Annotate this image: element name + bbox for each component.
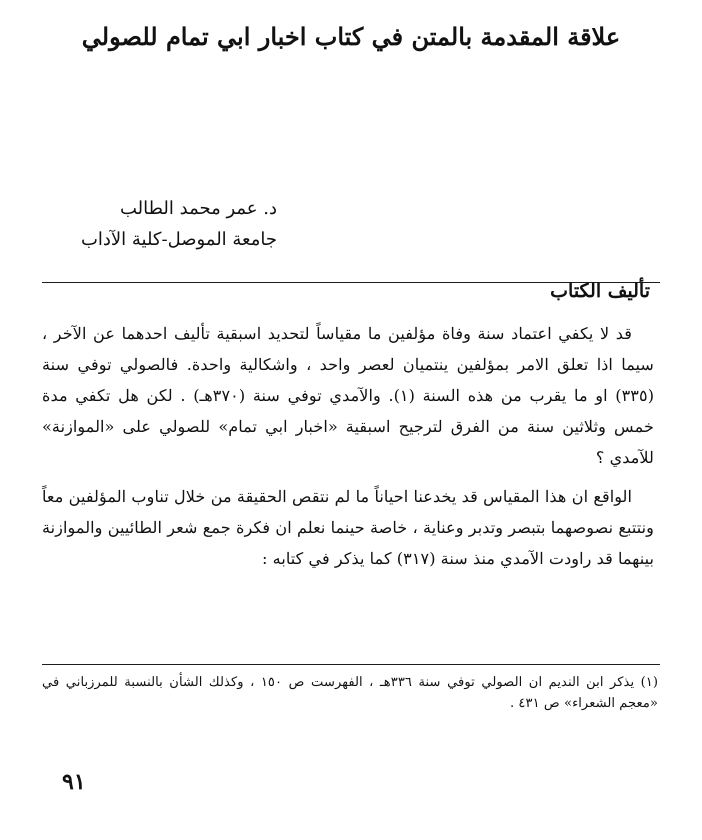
footnote-divider — [42, 664, 660, 665]
author-name: د. عمر محمد الطالب — [120, 198, 277, 219]
article-title: علاقة المقدمة بالمتن في كتاب اخبار ابي تمام للصولي — [81, 22, 621, 51]
body-text — [42, 318, 654, 574]
paragraph-2: الواقع ان هذا المقياس قد يخدعنا احياناً ما لم نتقص الحقيقة من خلال تناوب المؤلفين معاً ونتتبع نصوصهما بتبصر وتدبر وعناية ، خاصة حينما نعلم ان فكرة جمع شعر الطائيين والموازنة بينهما قد راودت الآمدي منذ سنة (٣١٧) كما يذكر في كتابه : — [42, 487, 654, 568]
author-block — [37, 198, 277, 251]
author-affiliation: جامعة الموصل-كلية الآداب — [80, 228, 277, 250]
paragraph-1: قد لا يكفي اعتماد سنة وفاة مؤلفين ما مقياساً لتحديد اسبقية تأليف احدهما عن الآخر ، سيما اذا تعلق الامر بمؤلفين ينتميان لعصر واحد ، واشكالية واحدة. فالصولي توفي سنة (٣٣٥) او ما يقرب من هذه السنة (١). والآمدي توفي سنة (٣٧٠هـ) . لكن هل تكفي مدة خمس وثلاثين سنة من الفرق لترجيح اسبقية «اخبار ابي تمام» للصولي على «الموازنة» للآمدي ؟ — [42, 324, 655, 467]
page-number: ٩١ — [62, 769, 86, 795]
section-heading: تأليف الكتاب — [550, 280, 650, 302]
footnote: (١) يذكر ابن النديم ان الصولي توفي سنة ٣٣٦هـ ، الفهرست ص ١٥٠ ، وكذلك الشأن بالنسبة للمرزباني في «معجم الشعراء» ص ٤٣١ . — [42, 675, 658, 711]
